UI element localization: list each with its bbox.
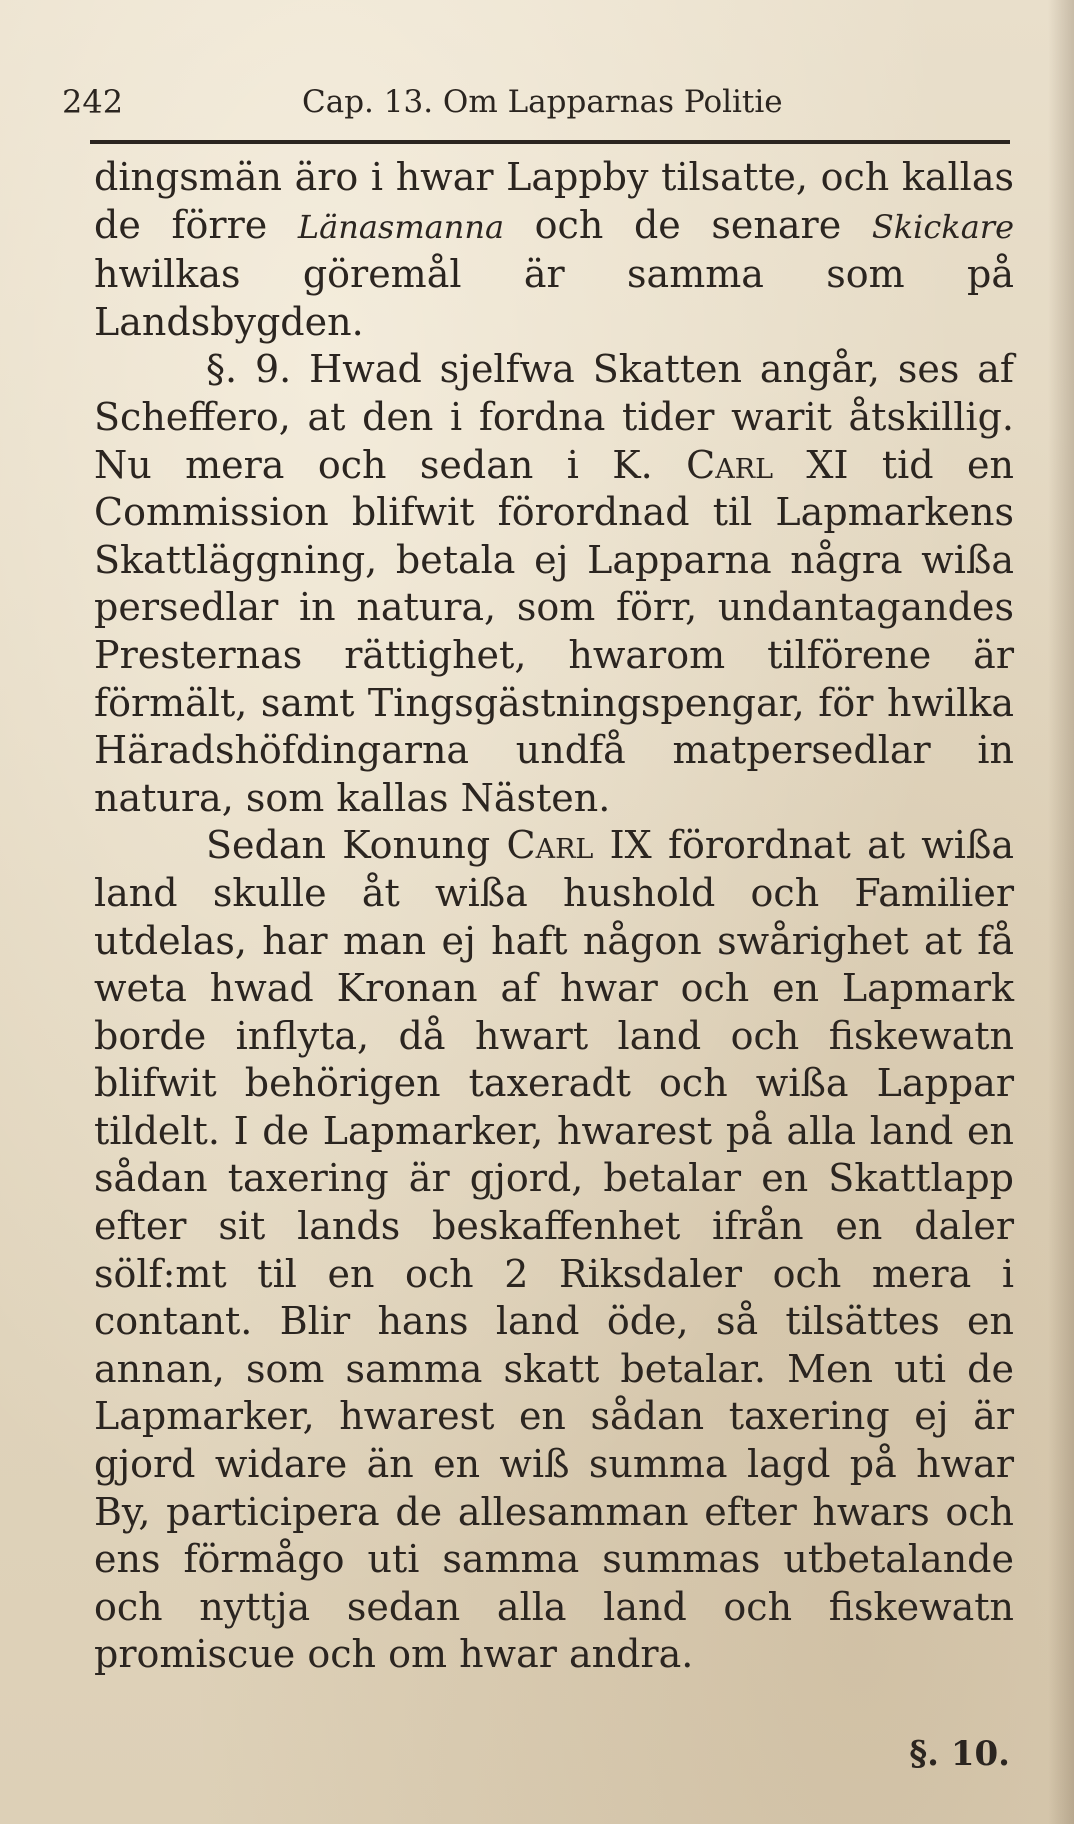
page-number: 242 (62, 83, 124, 121)
page-header (62, 80, 1012, 124)
italic-term: Länasmanna (297, 207, 505, 246)
header-rule (90, 140, 1010, 144)
text-run: och de senare (504, 202, 872, 247)
text-run: hwilkas göremål är samma som på Landsbygden. (94, 252, 1014, 344)
small-caps-name: Carl (686, 442, 774, 487)
page-edge-shadow (1048, 0, 1074, 1824)
text-run: Sedan Konung (206, 823, 507, 868)
paragraph-section-9 (94, 346, 1014, 822)
paragraph-sedan (94, 822, 1014, 1679)
italic-term: Skickare (871, 207, 1014, 246)
catchword: §. 10. (909, 1734, 1010, 1774)
small-caps-name: Carl (506, 823, 594, 868)
text-run: dingsmän äro i hwar Lappby tilsatte, och kallas de förre (94, 155, 1014, 247)
running-head: Cap. 13. Om Lapparnas Politie (302, 84, 783, 120)
paragraph-continuation (94, 154, 1014, 346)
text-run: IX förordnat at wißa land skulle åt wißa hushold och Familier utdelas, har man ej haft någon swårighet at få weta hwad Kronan af hwar och en Lapmark borde inflyta, då hwart land och fiskewatn blifwit behörigen taxeradt och wißa Lappar tildelt. I de Lapmarker, hwarest på alla land en sådan taxering är gjord, betalar en Skattlapp efter sit lands beskaffenhet ifrån en daler sölf:mt til en och 2 Riksdaler och mera i contant. Blir hans land öde, så tilsättes en annan, som samma skatt betalar. Men uti de Lapmarker, hwarest en sådan taxering ej är gjord widare än en wiß summa lagd på hwar By, participera de allesamman efter hwars och ens förmågo uti samma summas utbetalande och nyttja sedan alla land och fiskewatn promiscue och om hwar andra. (94, 823, 1014, 1677)
text-run: XI tid en Commission blifwit förordnad til Lapmarkens Skattläggning, betala ej Lapparna några wißa persedlar in natura, som förr, undantagandes Presternas rättighet, hwarom tilförene är förmält, samt Tingsgästningspengar, för hwilka Häradshöfdingarna undfå matpersedlar in natura, som kallas Nästen. (94, 442, 1014, 820)
body-text (94, 154, 1014, 1679)
text-run: §. 9. Hwad sjelfwa Skatten angår, ses af Scheffero, at den i fordna tider warit åtskillig. Nu mera och sedan i K. (94, 347, 1014, 487)
